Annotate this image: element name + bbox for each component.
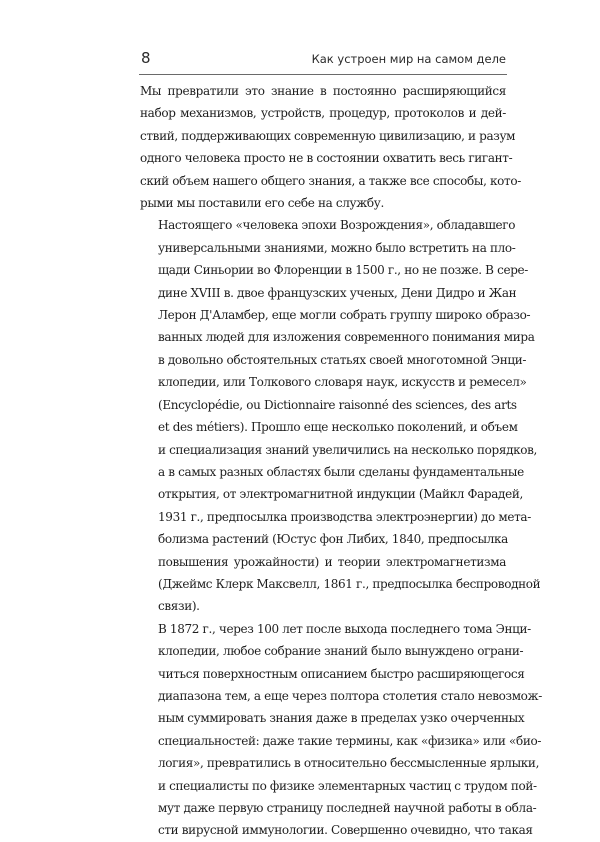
text-line: ным суммировать знания даже в пределах узко очерченных [158, 711, 525, 726]
text-line: ствий, поддерживающих современную цивилизацию, и разум [140, 128, 516, 143]
text-line: диапазона тем, а еще через полтора столетия стало невозмож- [158, 688, 542, 703]
text-line: (Encyclopédie, ou Dictionnaire raisonné des sciences, des arts [158, 397, 517, 412]
text-line: читься поверхностным описанием быстро расширяющегося [158, 666, 525, 681]
paragraph [140, 80, 521, 214]
text-line: связи). [158, 599, 200, 614]
text-line: открытия, от электромагнитной индукции (Майкл Фарадей, [158, 487, 523, 502]
paragraph [140, 214, 541, 617]
text-line: повышения урожайности) и теории электромагнетизма [158, 554, 506, 569]
paragraph [140, 618, 542, 842]
text-line: сти вирусной иммунологии. Совершенно очевидно, что такая [158, 823, 533, 838]
text-line: логия», превратились в относительно бессмысленные ярлыки, [158, 756, 540, 771]
text-line: Лерон Д'Аламбер, еще могли собрать группу широко образо- [158, 308, 531, 323]
text-line: (Джеймс Клерк Максвелл, 1861 г., предпосылка беспроводной [158, 576, 541, 591]
text-line: ский объем нашего общего знания, а также все способы, кото- [140, 173, 521, 188]
body-text [140, 80, 542, 842]
text-line: 1931 г., предпосылка производства электроэнергии) до мета- [158, 509, 531, 524]
text-line: щади Синьории во Флоренции в 1500 г., но не позже. В сере- [158, 263, 528, 278]
text-line: Настоящего «человека эпохи Возрождения», обладавшего [158, 218, 516, 233]
running-title: Как устроен мир на самом деле [311, 52, 506, 66]
text-line: и специализация знаний увеличились на несколько порядков, [158, 442, 538, 457]
page-number: 8 [141, 49, 151, 67]
text-line: специальностей: даже такие термины, как «физика» или «био- [158, 733, 542, 748]
text-line: клопедии, или Толкового словаря наук, искусств и ремесел» [158, 375, 527, 390]
text-line: в довольно обстоятельных статьях своей многотомной Энци- [158, 352, 527, 367]
text-line: дине XVIII в. двое французских ученых, Дени Дидро и Жан [158, 285, 517, 300]
text-line: и специалисты по физике элементарных частиц с трудом пой- [158, 778, 537, 793]
text-line: et des métiers). Прошло еще несколько поколений, и объем [158, 420, 518, 435]
text-line: В 1872 г., через 100 лет после выхода последнего тома Энци- [158, 621, 531, 636]
text-line: а в самых разных областях были сделаны фундаментальные [158, 464, 524, 479]
text-line: мут даже первую страницу последней научной работы в обла- [158, 801, 537, 815]
text-line: клопедии, любое собрание знаний было вынуждено ограни- [158, 644, 524, 659]
text-line: одного человека просто не в состоянии охватить весь гигант- [140, 151, 513, 166]
text-line: набор механизмов, устройств, процедур, протоколов и дей- [140, 106, 506, 121]
text-line: рыми мы поставили его себе на службу. [140, 196, 384, 211]
header-rule [139, 74, 507, 75]
text-line: болизма растений (Юстус фон Либих, 1840, предпосылка [158, 532, 508, 547]
text-line: универсальными знаниями, можно было встретить на пло- [158, 240, 516, 255]
text-line: ванных людей для изложения современного понимания мира [158, 330, 535, 345]
text-line: Мы превратили это знание в постоянно расширяющийся [140, 84, 506, 98]
